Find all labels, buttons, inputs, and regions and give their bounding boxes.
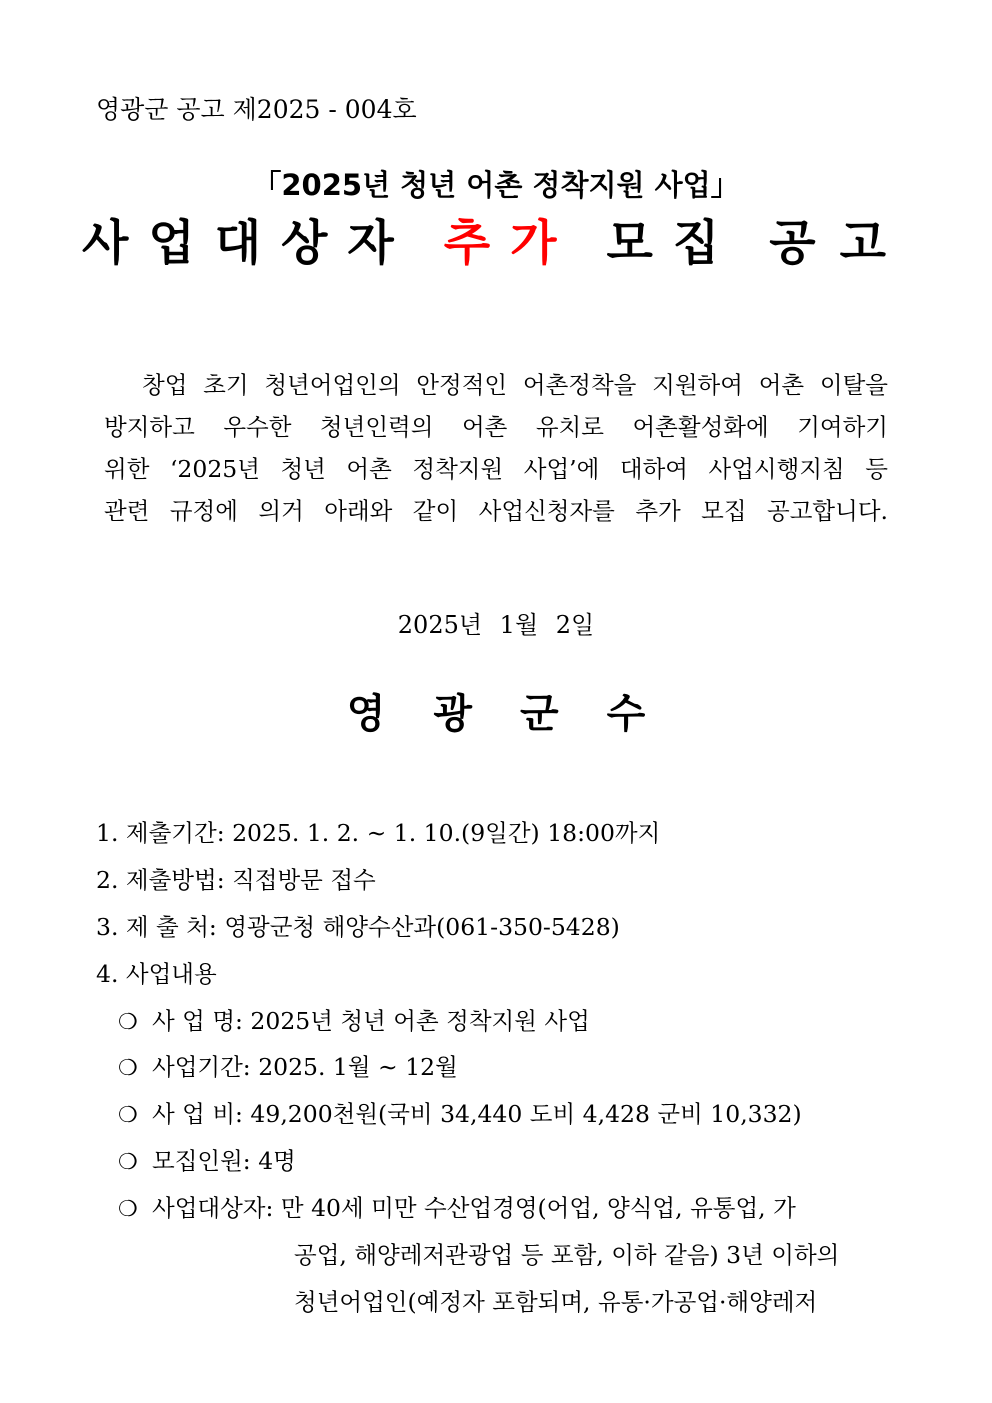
intro-line: 창업 초기 청년어업인의 안정적인 어촌정착을 지원하여 어촌 이탈을 [142, 371, 888, 399]
bullet-icon: ❍ [118, 1056, 138, 1081]
issuer-name: 영광군수 [346, 691, 694, 737]
list-item-submission-period: 1. 제출기간: 2025. 1. 2. ∼ 1. 10.(9일간) 18:00까지 [96, 819, 661, 847]
title-part-recruit: 모집 [606, 215, 740, 271]
notice-number: 영광군 공고 제2025 - 004호 [96, 95, 417, 124]
notice-date: 2025년 1월 2일 [397, 611, 595, 639]
eligibility-continuation: 공업, 해양레저관광업 등 포함, 이하 같음) 3년 이하의 [294, 1241, 840, 1269]
bullet-icon: ❍ [118, 1197, 138, 1222]
intro-line: 위한 ‘2025년 청년 어촌 정착지원 사업’에 대하여 사업시행지침 등 [104, 455, 888, 483]
intro-line: 방지하고 우수한 청년인력의 어촌 유치로 어촌활성화에 기여하기 [104, 413, 888, 441]
list-item-submission-method: 2. 제출방법: 직접방문 접수 [96, 866, 376, 894]
sub-item-recruit-count [118, 1142, 296, 1176]
sub-item-text: 사업대상자: 만 40세 미만 수산업경영(어업, 양식업, 유통업, 가 [152, 1194, 796, 1222]
sub-item-text: 사 업 명: 2025년 청년 어촌 정착지원 사업 [152, 1007, 590, 1035]
intro-paragraph [104, 364, 888, 532]
sub-item-project-period [118, 1048, 458, 1082]
main-title [0, 204, 992, 273]
sub-item-project-budget [118, 1095, 802, 1129]
list-item-submission-place: 3. 제 출 처: 영광군청 해양수산과(061-350-5428) [96, 913, 620, 941]
sub-item-text: 모집인원: 4명 [152, 1147, 296, 1175]
title-part-applicants: 사업대상자 [81, 215, 414, 271]
title-part-additional: 추가 [443, 215, 577, 271]
bullet-icon: ❍ [118, 1010, 138, 1035]
list-item-project-content: 4. 사업내용 [96, 960, 217, 988]
sub-item-eligibility [118, 1189, 796, 1223]
title-part-notice: 공고 [769, 215, 911, 271]
bullet-icon: ❍ [118, 1150, 138, 1175]
sub-item-text: 사 업 비: 49,200천원(국비 34,440 도비 4,428 군비 10,332) [152, 1100, 802, 1128]
sub-item-project-name [118, 1002, 590, 1036]
eligibility-continuation: 청년어업인(예정자 포함되며, 유통·가공업·해양레저 [294, 1288, 818, 1316]
bullet-icon: ❍ [118, 1103, 138, 1128]
intro-line: 관련 규정에 의거 아래와 같이 사업신청자를 추가 모집 공고합니다. [104, 497, 888, 525]
project-subtitle: 「2025년 청년 어촌 정착지원 사업」 [252, 168, 740, 202]
sub-item-text: 사업기간: 2025. 1월 ∼ 12월 [152, 1053, 458, 1081]
